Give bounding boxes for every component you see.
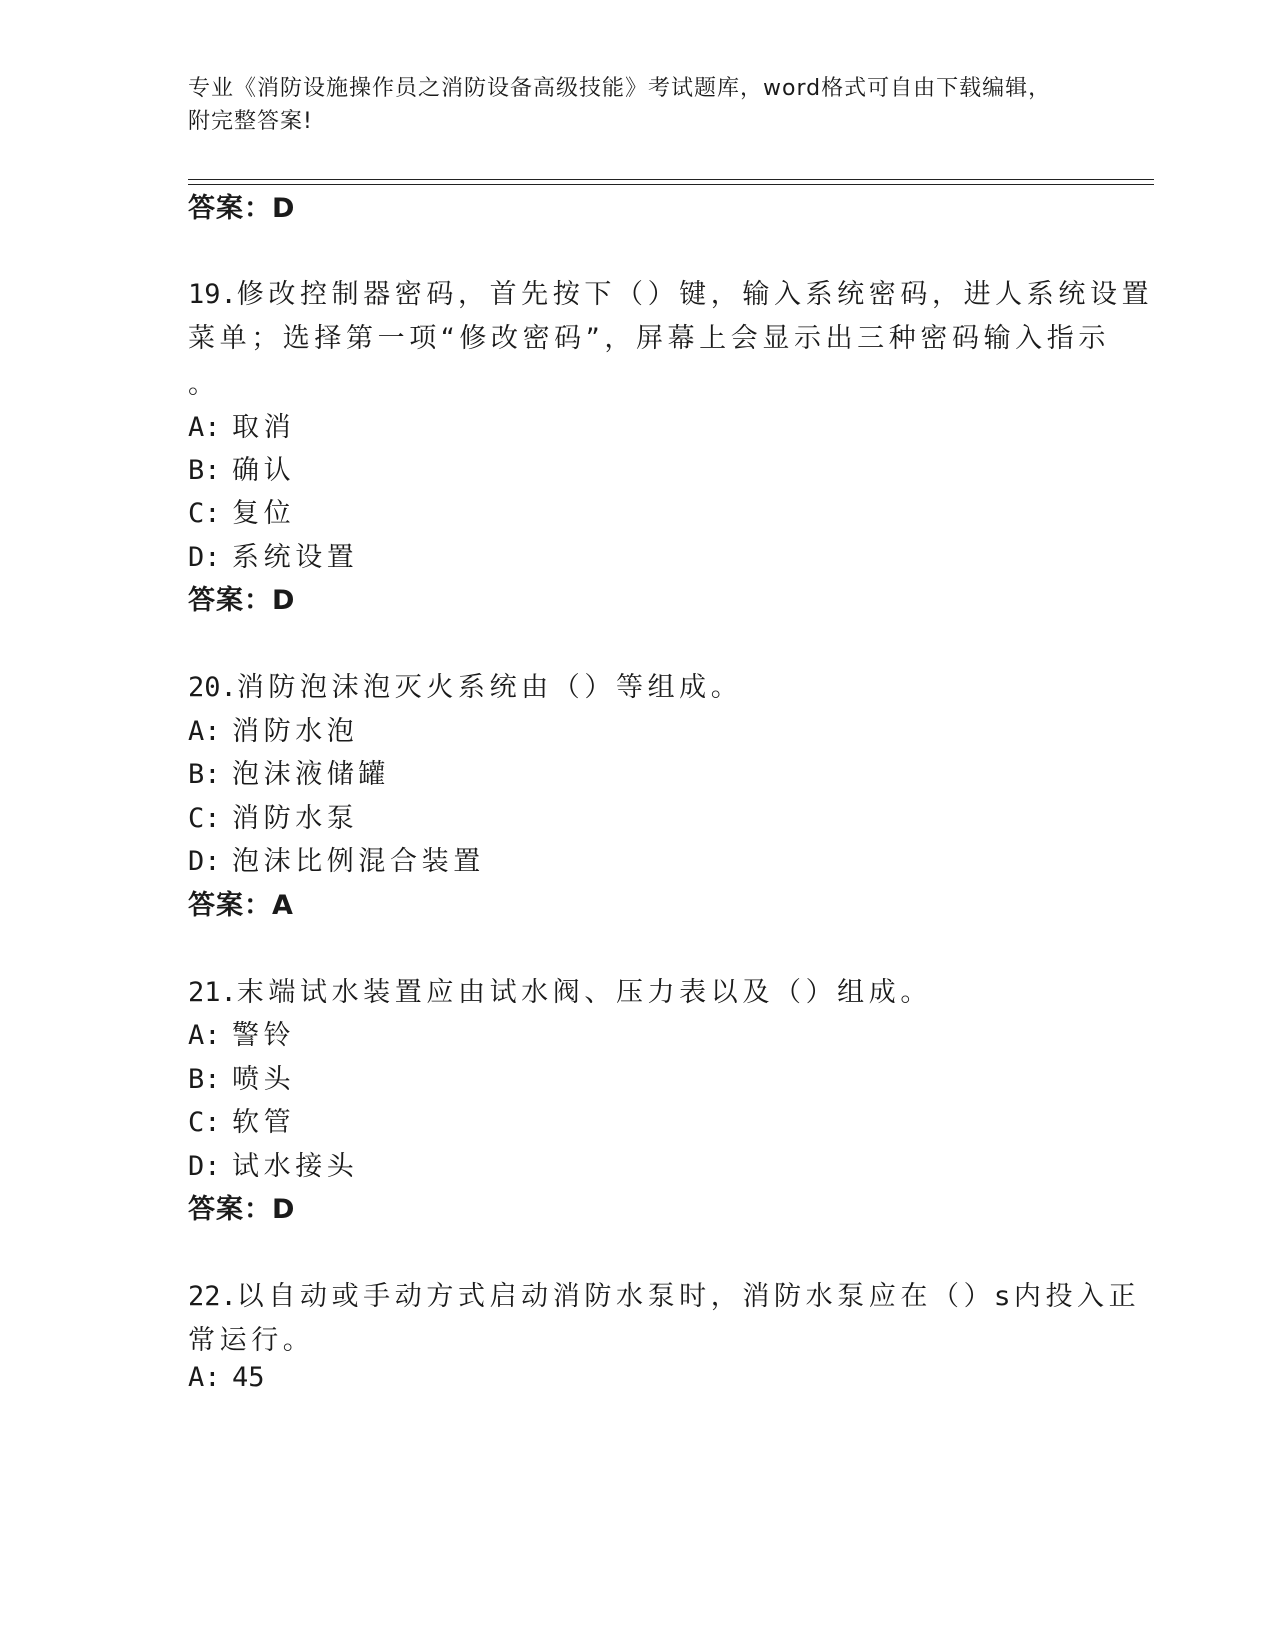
option-text: 系统设置 (232, 542, 359, 573)
question-number: 21. (188, 977, 237, 1008)
option-label: D: (188, 846, 221, 877)
option-c (188, 796, 358, 835)
option-text: 复位 (232, 498, 296, 529)
option-c (188, 1100, 295, 1139)
previous-answer: 答案：D (188, 193, 296, 224)
option-text: 取消 (232, 412, 296, 443)
option-b (188, 1057, 295, 1096)
question-text-line: 。 (188, 369, 220, 400)
question-number: 19. (188, 279, 237, 310)
option-text: 45 (232, 1362, 265, 1393)
answer: 答案：D (188, 585, 296, 616)
option-text: 泡沫比例混合装置 (232, 846, 485, 877)
option-a (188, 1013, 295, 1052)
question-number: 20. (188, 672, 237, 703)
option-text: 试水接头 (232, 1151, 359, 1182)
answer: 答案：D (188, 1194, 296, 1225)
option-label: C: (188, 1107, 221, 1138)
option-a (188, 1362, 265, 1393)
header-rule-top (188, 179, 1154, 180)
option-label: D: (188, 1151, 221, 1182)
option-d (188, 535, 358, 574)
option-text: 警铃 (232, 1020, 296, 1051)
option-b (188, 752, 390, 791)
question-text-line: 菜单；选择第一项“修改密码”，屏幕上会显示出三种密码输入指示 (188, 323, 1110, 354)
option-text: 软管 (232, 1107, 296, 1138)
option-label: C: (188, 498, 221, 529)
option-label: D: (188, 542, 221, 573)
option-d (188, 1144, 358, 1183)
document-header: 专业《消防设施操作员之消防设备高级技能》考试题库，word格式可自由下载编辑，附完整答案! (188, 76, 1052, 134)
question-text-line: 19.修改控制器密码，首先按下（）键，输入系统密码，进人系统设置 (188, 279, 1154, 310)
option-a (188, 405, 295, 444)
option-text: 喷头 (232, 1064, 296, 1095)
question-number: 22. (188, 1281, 237, 1312)
answer: 答案：A (188, 890, 294, 921)
option-label: B: (188, 759, 221, 790)
option-label: B: (188, 1064, 221, 1095)
header-rule-bottom (188, 184, 1154, 185)
question-text-line: 常运行。 (188, 1325, 315, 1356)
option-label: A: (188, 716, 221, 747)
question-text-line: 20.消防泡沫泡灭火系统由（）等组成。 (188, 672, 743, 703)
option-c (188, 491, 295, 530)
option-text: 消防水泵 (232, 803, 359, 834)
option-label: A: (188, 1362, 221, 1393)
option-label: C: (188, 803, 221, 834)
question-text-line: 22.以自动或手动方式启动消防水泵时，消防水泵应在（）s内投入正 (188, 1281, 1141, 1312)
option-b (188, 448, 295, 487)
option-text: 泡沫液储罐 (232, 759, 390, 790)
option-label: A: (188, 1020, 221, 1051)
option-text: 确认 (232, 455, 296, 486)
option-d (188, 839, 485, 878)
option-a (188, 709, 358, 748)
option-label: A: (188, 412, 221, 443)
option-text: 消防水泡 (232, 716, 359, 747)
option-label: B: (188, 455, 221, 486)
question-text-line: 21.末端试水装置应由试水阀、压力表以及（）组成。 (188, 977, 932, 1008)
